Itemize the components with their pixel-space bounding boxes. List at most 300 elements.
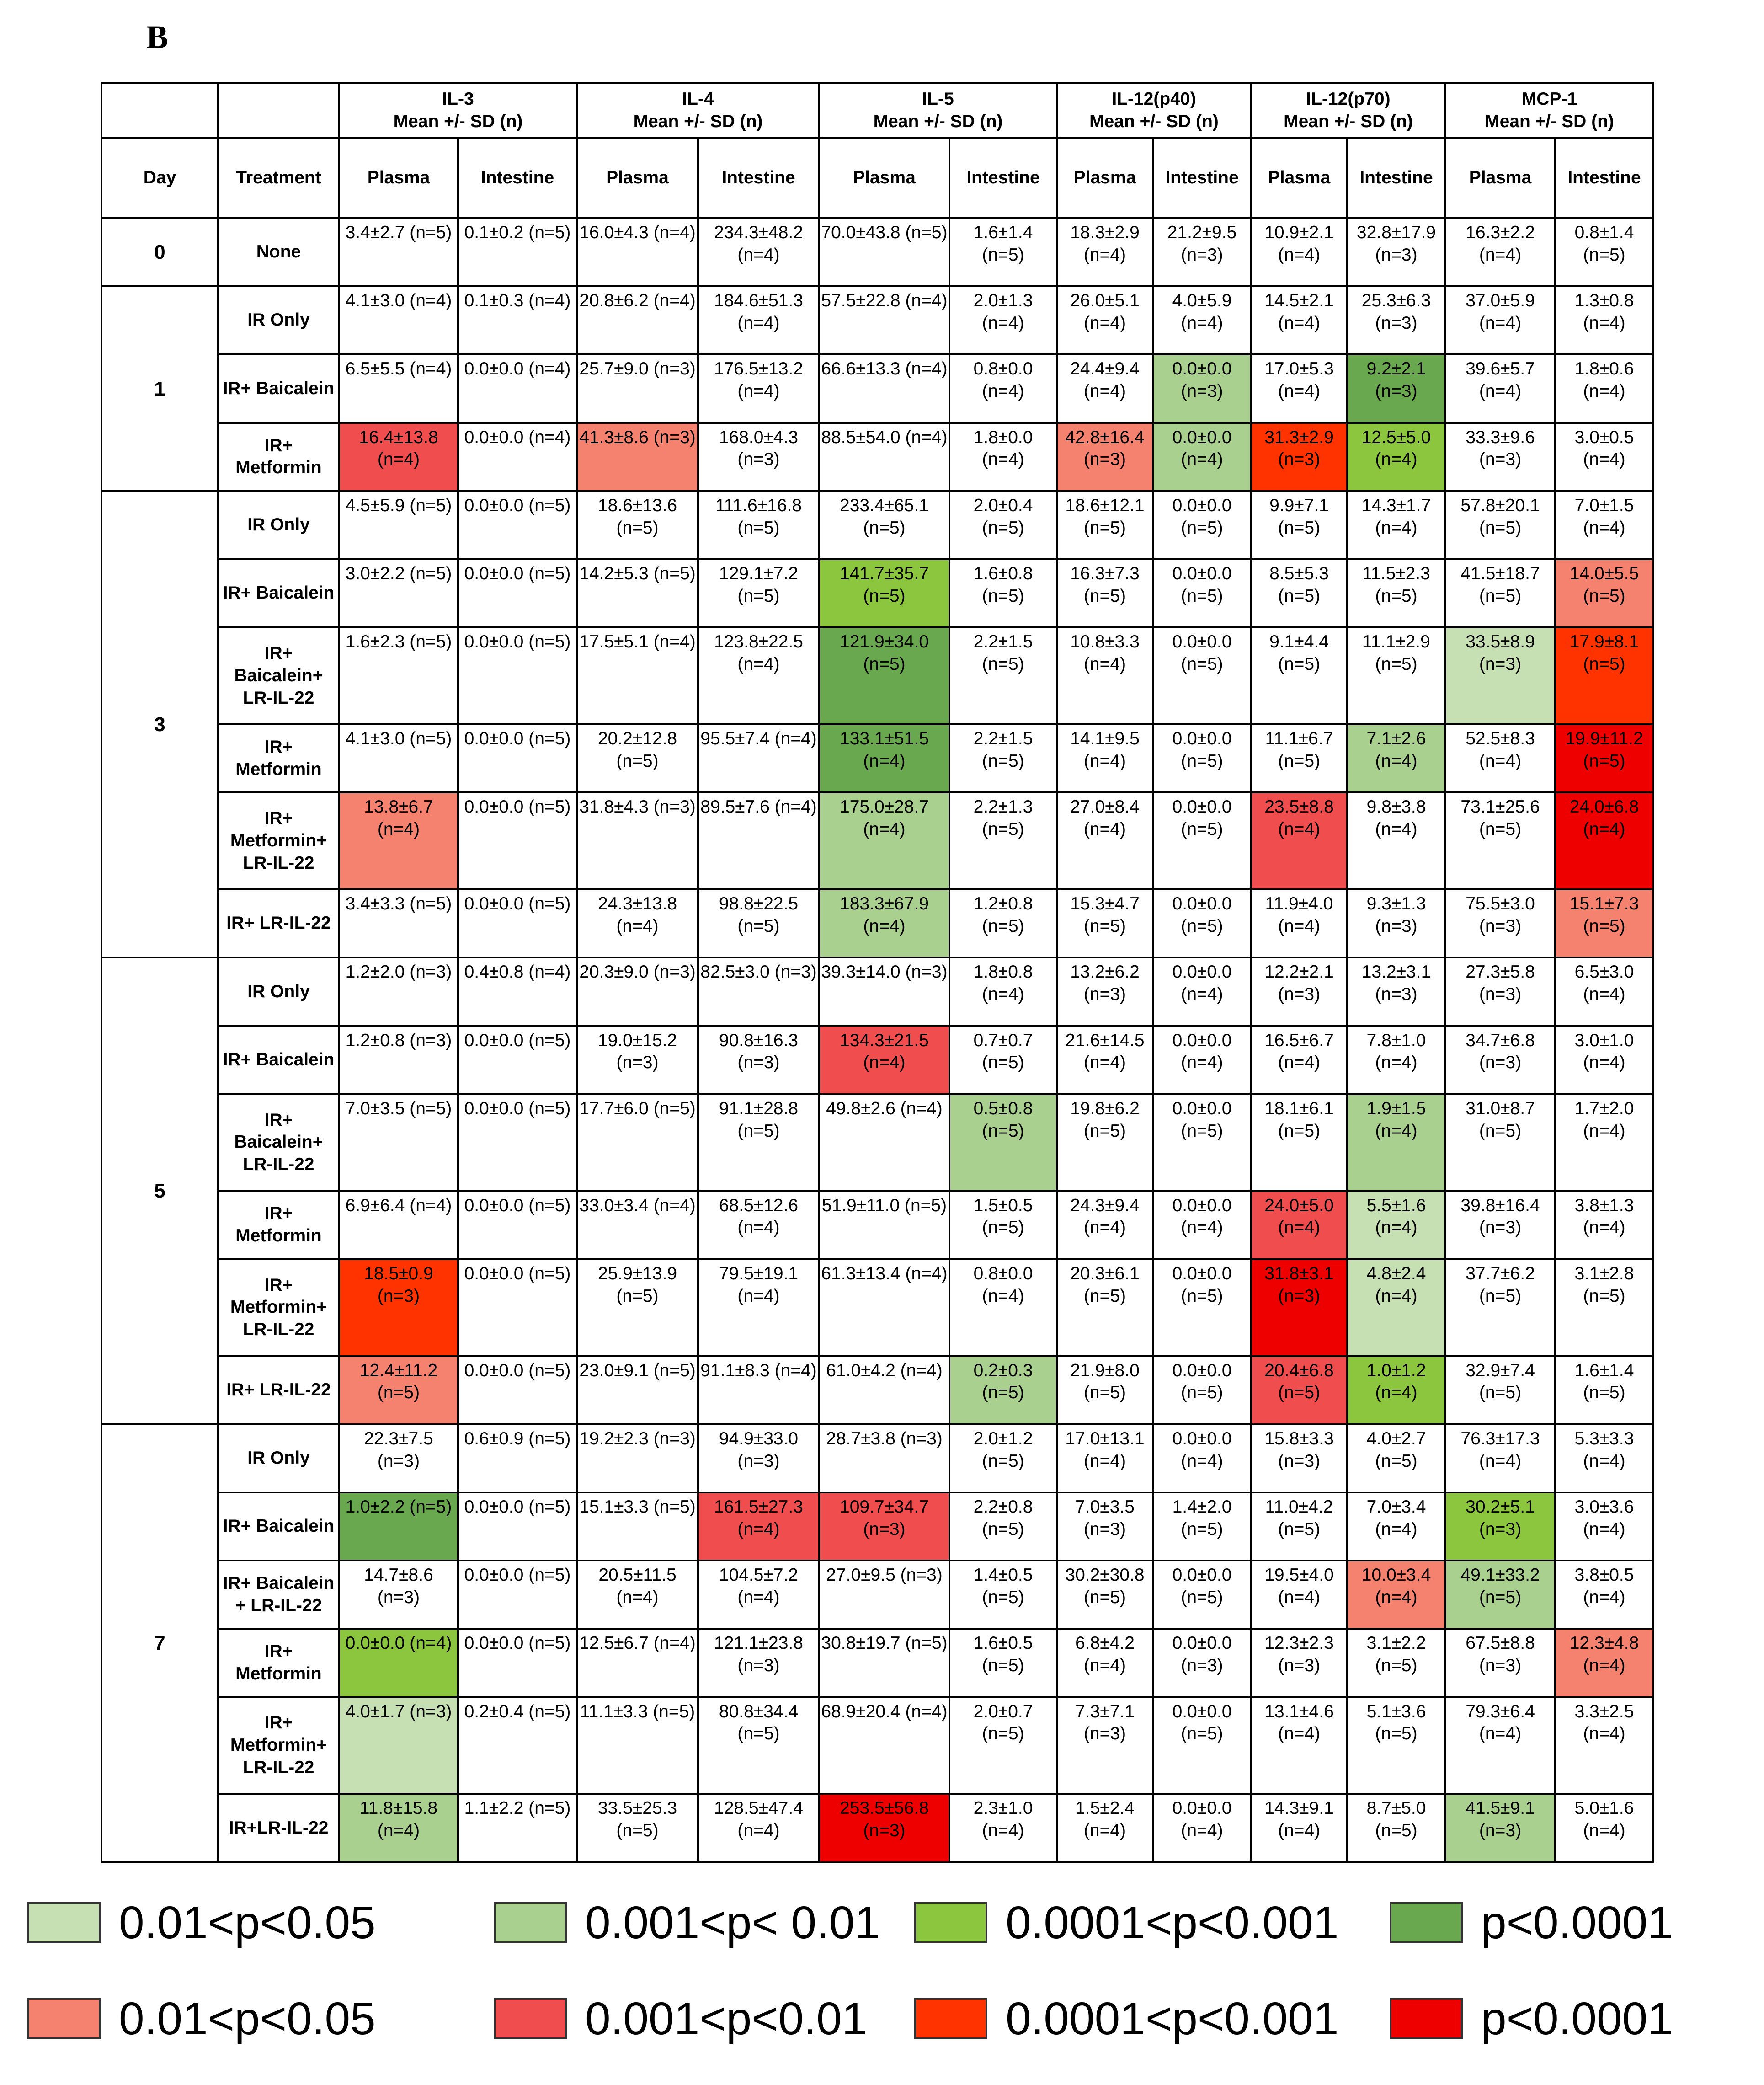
value-cell: 2.0±0.7 (n=5) (949, 1697, 1057, 1794)
value-cell: 0.0±0.0 (n=5) (458, 1629, 577, 1697)
value-cell: 0.0±0.0 (n=5) (458, 627, 577, 724)
cytokine-subtitle: Mean +/- SD (n) (1284, 112, 1413, 131)
value-cell: 24.4±9.4 (n=4) (1057, 354, 1153, 422)
value-cell: 82.5±3.0 (n=3) (698, 957, 819, 1026)
treatment-cell: IR+ Baicalein (218, 1492, 339, 1561)
value-cell: 30.2±30.8 (n=5) (1057, 1561, 1153, 1629)
value-cell: 161.5±27.3 (n=4) (698, 1492, 819, 1561)
value-cell: 3.0±0.5 (n=4) (1555, 423, 1653, 491)
value-cell: 8.7±5.0 (n=5) (1347, 1794, 1445, 1862)
value-cell: 2.2±1.3 (n=5) (949, 792, 1057, 889)
treatment-cell: IR+ Metformin+ LR-IL-22 (218, 1259, 339, 1356)
legend-swatch (27, 1998, 101, 2039)
value-cell: 61.0±4.2 (n=4) (819, 1356, 949, 1424)
value-cell: 16.5±6.7 (n=4) (1251, 1026, 1347, 1094)
value-cell: 1.6±0.8 (n=5) (949, 559, 1057, 627)
value-cell: 1.1±2.2 (n=5) (458, 1794, 577, 1862)
value-cell: 9.8±3.8 (n=4) (1347, 792, 1445, 889)
value-cell: 1.4±0.5 (n=5) (949, 1561, 1057, 1629)
cytokine-name: IL-12(p70) (1306, 89, 1391, 109)
value-cell: 49.8±2.6 (n=4) (819, 1094, 949, 1191)
value-cell: 123.8±22.5 (n=4) (698, 627, 819, 724)
cytokine-name: IL-4 (682, 89, 714, 109)
value-cell: 18.5±0.9 (n=3) (339, 1259, 458, 1356)
value-cell: 4.5±5.9 (n=5) (339, 491, 458, 559)
treatment-cell: IR+ Baicalein (218, 1026, 339, 1094)
legend-label: 0.001<p<0.01 (585, 1993, 868, 2044)
treatment-cell: IR+ Baicalein (218, 559, 339, 627)
value-cell: 18.6±12.1 (n=5) (1057, 491, 1153, 559)
value-cell: 5.3±3.3 (n=4) (1555, 1424, 1653, 1492)
value-cell: 6.8±4.2 (n=4) (1057, 1629, 1153, 1697)
value-cell: 0.0±0.0 (n=4) (1153, 957, 1251, 1026)
value-cell: 6.9±6.4 (n=4) (339, 1191, 458, 1259)
value-cell: 20.2±12.8 (n=5) (577, 724, 698, 792)
table-row (101, 792, 1653, 889)
value-cell: 0.0±0.0 (n=5) (458, 1259, 577, 1356)
value-cell: 21.9±8.0 (n=5) (1057, 1356, 1153, 1424)
value-cell: 184.6±51.3 (n=4) (698, 286, 819, 354)
value-cell: 16.3±7.3 (n=5) (1057, 559, 1153, 627)
value-cell: 0.0±0.0 (n=4) (1153, 1026, 1251, 1094)
legend-label: p<0.0001 (1481, 1993, 1673, 2044)
treatment-cell: IR Only (218, 491, 339, 559)
table-row (101, 1191, 1653, 1259)
legend-swatch (914, 1902, 987, 1943)
value-cell: 3.8±0.5 (n=4) (1555, 1561, 1653, 1629)
value-cell: 3.0±3.6 (n=4) (1555, 1492, 1653, 1561)
value-cell: 3.3±2.5 (n=4) (1555, 1697, 1653, 1794)
compartment-header: Plasma (577, 138, 698, 218)
table-row (101, 1794, 1653, 1862)
value-cell: 13.1±4.6 (n=4) (1251, 1697, 1347, 1794)
value-cell: 15.1±7.3 (n=5) (1555, 889, 1653, 957)
value-cell: 0.0±0.0 (n=5) (458, 1561, 577, 1629)
table-row (101, 1697, 1653, 1794)
cytokine-name: IL-12(p40) (1112, 89, 1196, 109)
value-cell: 37.7±6.2 (n=5) (1445, 1259, 1555, 1356)
value-cell: 14.5±2.1 (n=4) (1251, 286, 1347, 354)
value-cell: 11.5±2.3 (n=5) (1347, 559, 1445, 627)
value-cell: 75.5±3.0 (n=3) (1445, 889, 1555, 957)
value-cell: 18.1±6.1 (n=5) (1251, 1094, 1347, 1191)
value-cell: 134.3±21.5 (n=4) (819, 1026, 949, 1094)
value-cell: 1.6±2.3 (n=5) (339, 627, 458, 724)
value-cell: 32.8±17.9 (n=3) (1347, 218, 1445, 286)
value-cell: 1.5±2.4 (n=4) (1057, 1794, 1153, 1862)
treatment-cell: IR+ Metformin (218, 423, 339, 491)
value-cell: 4.0±5.9 (n=4) (1153, 286, 1251, 354)
day-cell: 7 (101, 1424, 218, 1862)
value-cell: 1.2±2.0 (n=3) (339, 957, 458, 1026)
table-row (101, 1561, 1653, 1629)
value-cell: 1.8±0.8 (n=4) (949, 957, 1057, 1026)
compartment-header: Plasma (819, 138, 949, 218)
treatment-cell: IR+ Baicalein+ LR-IL-22 (218, 627, 339, 724)
header-blank (101, 83, 218, 138)
value-cell: 0.0±0.0 (n=3) (1153, 1629, 1251, 1697)
value-cell: 11.0±4.2 (n=5) (1251, 1492, 1347, 1561)
value-cell: 14.3±1.7 (n=4) (1347, 491, 1445, 559)
header-row-compartments (101, 138, 1653, 218)
legend-swatch (914, 1998, 987, 2039)
value-cell: 67.5±8.8 (n=3) (1445, 1629, 1555, 1697)
value-cell: 20.8±6.2 (n=4) (577, 286, 698, 354)
value-cell: 4.1±3.0 (n=5) (339, 724, 458, 792)
value-cell: 91.1±28.8 (n=5) (698, 1094, 819, 1191)
value-cell: 128.5±47.4 (n=4) (698, 1794, 819, 1862)
value-cell: 11.1±3.3 (n=5) (577, 1697, 698, 1794)
value-cell: 24.3±13.8 (n=4) (577, 889, 698, 957)
value-cell: 0.0±0.0 (n=4) (1153, 1191, 1251, 1259)
treatment-cell: IR+ Metformin (218, 1629, 339, 1697)
value-cell: 19.0±15.2 (n=3) (577, 1026, 698, 1094)
value-cell: 17.9±8.1 (n=5) (1555, 627, 1653, 724)
value-cell: 10.0±3.4 (n=4) (1347, 1561, 1445, 1629)
value-cell: 73.1±25.6 (n=5) (1445, 792, 1555, 889)
value-cell: 141.7±35.7 (n=5) (819, 559, 949, 627)
value-cell: 11.9±4.0 (n=4) (1251, 889, 1347, 957)
cytokine-header (1445, 83, 1653, 138)
table-row (101, 354, 1653, 422)
cytokine-subtitle: Mean +/- SD (n) (873, 112, 1003, 131)
value-cell: 0.2±0.3 (n=5) (949, 1356, 1057, 1424)
treatment-header: Treatment (218, 138, 339, 218)
value-cell: 30.8±19.7 (n=5) (819, 1629, 949, 1697)
value-cell: 12.2±2.1 (n=3) (1251, 957, 1347, 1026)
value-cell: 0.8±0.0 (n=4) (949, 354, 1057, 422)
cytokine-name: MCP-1 (1521, 89, 1577, 109)
value-cell: 6.5±3.0 (n=4) (1555, 957, 1653, 1026)
compartment-header: Intestine (458, 138, 577, 218)
treatment-cell: IR+LR-IL-22 (218, 1794, 339, 1862)
value-cell: 16.4±13.8 (n=4) (339, 423, 458, 491)
table-row (101, 1424, 1653, 1492)
value-cell: 13.8±6.7 (n=4) (339, 792, 458, 889)
value-cell: 0.0±0.0 (n=5) (458, 559, 577, 627)
value-cell: 31.3±2.9 (n=3) (1251, 423, 1347, 491)
value-cell: 21.2±9.5 (n=3) (1153, 218, 1251, 286)
value-cell: 0.0±0.0 (n=5) (458, 1191, 577, 1259)
value-cell: 0.8±1.4 (n=5) (1555, 218, 1653, 286)
value-cell: 31.8±3.1 (n=3) (1251, 1259, 1347, 1356)
value-cell: 168.0±4.3 (n=3) (698, 423, 819, 491)
value-cell: 11.1±2.9 (n=5) (1347, 627, 1445, 724)
value-cell: 7.0±3.5 (n=5) (339, 1094, 458, 1191)
compartment-header: Intestine (949, 138, 1057, 218)
value-cell: 0.2±0.4 (n=5) (458, 1697, 577, 1794)
value-cell: 0.0±0.0 (n=5) (1153, 724, 1251, 792)
value-cell: 0.0±0.0 (n=5) (458, 724, 577, 792)
value-cell: 1.6±0.5 (n=5) (949, 1629, 1057, 1697)
value-cell: 31.0±8.7 (n=5) (1445, 1094, 1555, 1191)
value-cell: 7.0±3.4 (n=4) (1347, 1492, 1445, 1561)
value-cell: 7.1±2.6 (n=4) (1347, 724, 1445, 792)
value-cell: 13.2±3.1 (n=3) (1347, 957, 1445, 1026)
value-cell: 175.0±28.7 (n=4) (819, 792, 949, 889)
legend-swatch (494, 1902, 567, 1943)
value-cell: 20.3±6.1 (n=5) (1057, 1259, 1153, 1356)
value-cell: 0.1±0.2 (n=5) (458, 218, 577, 286)
value-cell: 9.2±2.1 (n=3) (1347, 354, 1445, 422)
value-cell: 34.7±6.8 (n=3) (1445, 1026, 1555, 1094)
legend-row-increase (27, 1994, 1746, 2044)
value-cell: 25.3±6.3 (n=3) (1347, 286, 1445, 354)
value-cell: 0.8±0.0 (n=4) (949, 1259, 1057, 1356)
value-cell: 2.0±1.3 (n=4) (949, 286, 1057, 354)
legend-swatch (494, 1998, 567, 2039)
treatment-cell: IR Only (218, 957, 339, 1026)
compartment-header: Plasma (1057, 138, 1153, 218)
value-cell: 14.7±8.6 (n=3) (339, 1561, 458, 1629)
value-cell: 0.0±0.0 (n=5) (458, 1356, 577, 1424)
table-row (101, 957, 1653, 1026)
value-cell: 5.0±1.6 (n=4) (1555, 1794, 1653, 1862)
value-cell: 1.8±0.6 (n=4) (1555, 354, 1653, 422)
value-cell: 4.0±2.7 (n=5) (1347, 1424, 1445, 1492)
value-cell: 109.7±34.7 (n=3) (819, 1492, 949, 1561)
value-cell: 57.8±20.1 (n=5) (1445, 491, 1555, 559)
value-cell: 2.0±0.4 (n=5) (949, 491, 1057, 559)
table-row (101, 1492, 1653, 1561)
legend-label: 0.0001<p<0.001 (1006, 1897, 1339, 1948)
value-cell: 94.9±33.0 (n=3) (698, 1424, 819, 1492)
value-cell: 3.0±1.0 (n=4) (1555, 1026, 1653, 1094)
table-row (101, 1356, 1653, 1424)
value-cell: 0.0±0.0 (n=5) (1153, 889, 1251, 957)
value-cell: 4.0±1.7 (n=3) (339, 1697, 458, 1794)
value-cell: 1.2±0.8 (n=3) (339, 1026, 458, 1094)
value-cell: 80.8±34.4 (n=5) (698, 1697, 819, 1794)
value-cell: 1.0±1.2 (n=4) (1347, 1356, 1445, 1424)
value-cell: 19.2±2.3 (n=3) (577, 1424, 698, 1492)
value-cell: 3.0±2.2 (n=5) (339, 559, 458, 627)
treatment-cell: IR+ Metformin (218, 1191, 339, 1259)
cytokine-table (101, 82, 1654, 1863)
day-cell: 5 (101, 957, 218, 1424)
value-cell: 3.8±1.3 (n=4) (1555, 1191, 1653, 1259)
value-cell: 32.9±7.4 (n=5) (1445, 1356, 1555, 1424)
value-cell: 1.8±0.0 (n=4) (949, 423, 1057, 491)
table-row (101, 1629, 1653, 1697)
value-cell: 133.1±51.5 (n=4) (819, 724, 949, 792)
cytokine-subtitle: Mean +/- SD (n) (1089, 112, 1219, 131)
table-row (101, 1259, 1653, 1356)
treatment-cell: IR+ LR-IL-22 (218, 889, 339, 957)
value-cell: 10.9±2.1 (n=4) (1251, 218, 1347, 286)
treatment-cell: IR Only (218, 286, 339, 354)
value-cell: 1.6±1.4 (n=5) (1555, 1356, 1653, 1424)
value-cell: 25.7±9.0 (n=3) (577, 354, 698, 422)
value-cell: 0.4±0.8 (n=4) (458, 957, 577, 1026)
value-cell: 9.9±7.1 (n=5) (1251, 491, 1347, 559)
value-cell: 0.0±0.0 (n=5) (1153, 1561, 1251, 1629)
value-cell: 0.0±0.0 (n=4) (1153, 1794, 1251, 1862)
value-cell: 52.5±8.3 (n=4) (1445, 724, 1555, 792)
value-cell: 22.3±7.5 (n=3) (339, 1424, 458, 1492)
value-cell: 11.1±6.7 (n=5) (1251, 724, 1347, 792)
cytokine-subtitle: Mean +/- SD (n) (393, 112, 523, 131)
value-cell: 0.1±0.3 (n=4) (458, 286, 577, 354)
value-cell: 7.3±7.1 (n=3) (1057, 1697, 1153, 1794)
value-cell: 104.5±7.2 (n=4) (698, 1561, 819, 1629)
value-cell: 15.3±4.7 (n=5) (1057, 889, 1153, 957)
header-row-cytokines (101, 83, 1653, 138)
value-cell: 89.5±7.6 (n=4) (698, 792, 819, 889)
legend-row-decrease (27, 1898, 1746, 1948)
legend-label: 0.01<p<0.05 (119, 1993, 376, 2044)
value-cell: 0.0±0.0 (n=5) (1153, 1356, 1251, 1424)
value-cell: 15.1±3.3 (n=5) (577, 1492, 698, 1561)
value-cell: 3.1±2.2 (n=5) (1347, 1629, 1445, 1697)
value-cell: 12.3±4.8 (n=4) (1555, 1629, 1653, 1697)
day-cell: 3 (101, 491, 218, 957)
value-cell: 31.8±4.3 (n=3) (577, 792, 698, 889)
table-row (101, 423, 1653, 491)
value-cell: 9.1±4.4 (n=5) (1251, 627, 1347, 724)
value-cell: 79.5±19.1 (n=4) (698, 1259, 819, 1356)
significance-legend (27, 1898, 1746, 2071)
value-cell: 70.0±43.8 (n=5) (819, 218, 949, 286)
value-cell: 12.3±2.3 (n=3) (1251, 1629, 1347, 1697)
value-cell: 121.1±23.8 (n=3) (698, 1629, 819, 1697)
table-row (101, 218, 1653, 286)
compartment-header: Intestine (1555, 138, 1653, 218)
treatment-cell: IR+ Metformin+ LR-IL-22 (218, 792, 339, 889)
treatment-cell: IR+ Baicalein (218, 354, 339, 422)
day-cell: 0 (101, 218, 218, 286)
value-cell: 2.2±1.5 (n=5) (949, 627, 1057, 724)
cytokine-header (1057, 83, 1251, 138)
table-row (101, 724, 1653, 792)
value-cell: 79.3±6.4 (n=4) (1445, 1697, 1555, 1794)
value-cell: 5.1±3.6 (n=5) (1347, 1697, 1445, 1794)
table-row (101, 627, 1653, 724)
value-cell: 21.6±14.5 (n=4) (1057, 1026, 1153, 1094)
value-cell: 19.8±6.2 (n=5) (1057, 1094, 1153, 1191)
legend-swatch (27, 1902, 101, 1943)
panel-label: B (146, 19, 169, 55)
value-cell: 0.5±0.8 (n=5) (949, 1094, 1057, 1191)
value-cell: 0.0±0.0 (n=5) (458, 792, 577, 889)
value-cell: 14.2±5.3 (n=5) (577, 559, 698, 627)
value-cell: 253.5±56.8 (n=3) (819, 1794, 949, 1862)
value-cell: 27.3±5.8 (n=3) (1445, 957, 1555, 1026)
value-cell: 42.8±16.4 (n=3) (1057, 423, 1153, 491)
legend-label: 0.01<p<0.05 (119, 1897, 376, 1948)
value-cell: 33.3±9.6 (n=3) (1445, 423, 1555, 491)
value-cell: 20.4±6.8 (n=5) (1251, 1356, 1347, 1424)
value-cell: 183.3±67.9 (n=4) (819, 889, 949, 957)
table-row (101, 1026, 1653, 1094)
treatment-cell: IR+ Metformin+ LR-IL-22 (218, 1697, 339, 1794)
table-row (101, 491, 1653, 559)
cytokine-header (1251, 83, 1445, 138)
treatment-cell: IR+ Baicalein + LR-IL-22 (218, 1561, 339, 1629)
value-cell: 33.5±25.3 (n=5) (577, 1794, 698, 1862)
value-cell: 24.3±9.4 (n=4) (1057, 1191, 1153, 1259)
value-cell: 15.8±3.3 (n=3) (1251, 1424, 1347, 1492)
value-cell: 57.5±22.8 (n=4) (819, 286, 949, 354)
table-row (101, 889, 1653, 957)
compartment-header: Intestine (1153, 138, 1251, 218)
value-cell: 0.0±0.0 (n=5) (458, 1094, 577, 1191)
table-row (101, 286, 1653, 354)
value-cell: 68.5±12.6 (n=4) (698, 1191, 819, 1259)
value-cell: 17.0±13.1 (n=4) (1057, 1424, 1153, 1492)
cytokine-header (339, 83, 577, 138)
value-cell: 12.4±11.2 (n=5) (339, 1356, 458, 1424)
value-cell: 20.3±9.0 (n=3) (577, 957, 698, 1026)
value-cell: 129.1±7.2 (n=5) (698, 559, 819, 627)
value-cell: 95.5±7.4 (n=4) (698, 724, 819, 792)
value-cell: 1.5±0.5 (n=5) (949, 1191, 1057, 1259)
legend-label: p<0.0001 (1481, 1897, 1673, 1948)
compartment-header: Plasma (1251, 138, 1347, 218)
value-cell: 19.9±11.2 (n=5) (1555, 724, 1653, 792)
value-cell: 37.0±5.9 (n=4) (1445, 286, 1555, 354)
treatment-cell: IR+ LR-IL-22 (218, 1356, 339, 1424)
cytokine-header (819, 83, 1057, 138)
value-cell: 20.5±11.5 (n=4) (577, 1561, 698, 1629)
value-cell: 17.7±6.0 (n=5) (577, 1094, 698, 1191)
value-cell: 41.5±18.7 (n=5) (1445, 559, 1555, 627)
value-cell: 33.5±8.9 (n=3) (1445, 627, 1555, 724)
cytokine-header (577, 83, 819, 138)
value-cell: 8.5±5.3 (n=5) (1251, 559, 1347, 627)
value-cell: 1.2±0.8 (n=5) (949, 889, 1057, 957)
cytokine-name: IL-5 (922, 89, 954, 109)
value-cell: 39.3±14.0 (n=3) (819, 957, 949, 1026)
value-cell: 0.0±0.0 (n=5) (1153, 491, 1251, 559)
day-header: Day (101, 138, 218, 218)
compartment-header: Intestine (698, 138, 819, 218)
value-cell: 2.2±0.8 (n=5) (949, 1492, 1057, 1561)
value-cell: 17.0±5.3 (n=4) (1251, 354, 1347, 422)
value-cell: 1.6±1.4 (n=5) (949, 218, 1057, 286)
value-cell: 39.8±16.4 (n=3) (1445, 1191, 1555, 1259)
cytokine-subtitle: Mean +/- SD (n) (633, 112, 763, 131)
value-cell: 88.5±54.0 (n=4) (819, 423, 949, 491)
value-cell: 3.4±2.7 (n=5) (339, 218, 458, 286)
value-cell: 24.0±6.8 (n=4) (1555, 792, 1653, 889)
value-cell: 4.1±3.0 (n=4) (339, 286, 458, 354)
treatment-cell: IR+ Baicalein+ LR-IL-22 (218, 1094, 339, 1191)
value-cell: 176.5±13.2 (n=4) (698, 354, 819, 422)
value-cell: 1.9±1.5 (n=4) (1347, 1094, 1445, 1191)
cytokine-subtitle: Mean +/- SD (n) (1485, 112, 1614, 131)
value-cell: 0.7±0.7 (n=5) (949, 1026, 1057, 1094)
compartment-header: Plasma (1445, 138, 1555, 218)
value-cell: 76.3±17.3 (n=4) (1445, 1424, 1555, 1492)
cytokine-name: IL-3 (442, 89, 474, 109)
header-blank (218, 83, 339, 138)
value-cell: 66.6±13.3 (n=4) (819, 354, 949, 422)
value-cell: 16.3±2.2 (n=4) (1445, 218, 1555, 286)
value-cell: 27.0±8.4 (n=4) (1057, 792, 1153, 889)
legend-swatch (1390, 1902, 1463, 1943)
value-cell: 1.3±0.8 (n=4) (1555, 286, 1653, 354)
table-row (101, 559, 1653, 627)
value-cell: 2.0±1.2 (n=5) (949, 1424, 1057, 1492)
legend-label: 0.0001<p<0.001 (1006, 1993, 1339, 2044)
value-cell: 12.5±6.7 (n=4) (577, 1629, 698, 1697)
value-cell: 0.0±0.0 (n=4) (1153, 423, 1251, 491)
value-cell: 0.0±0.0 (n=5) (458, 1492, 577, 1561)
value-cell: 14.1±9.5 (n=4) (1057, 724, 1153, 792)
value-cell: 24.0±5.0 (n=4) (1251, 1191, 1347, 1259)
value-cell: 0.0±0.0 (n=4) (339, 1629, 458, 1697)
